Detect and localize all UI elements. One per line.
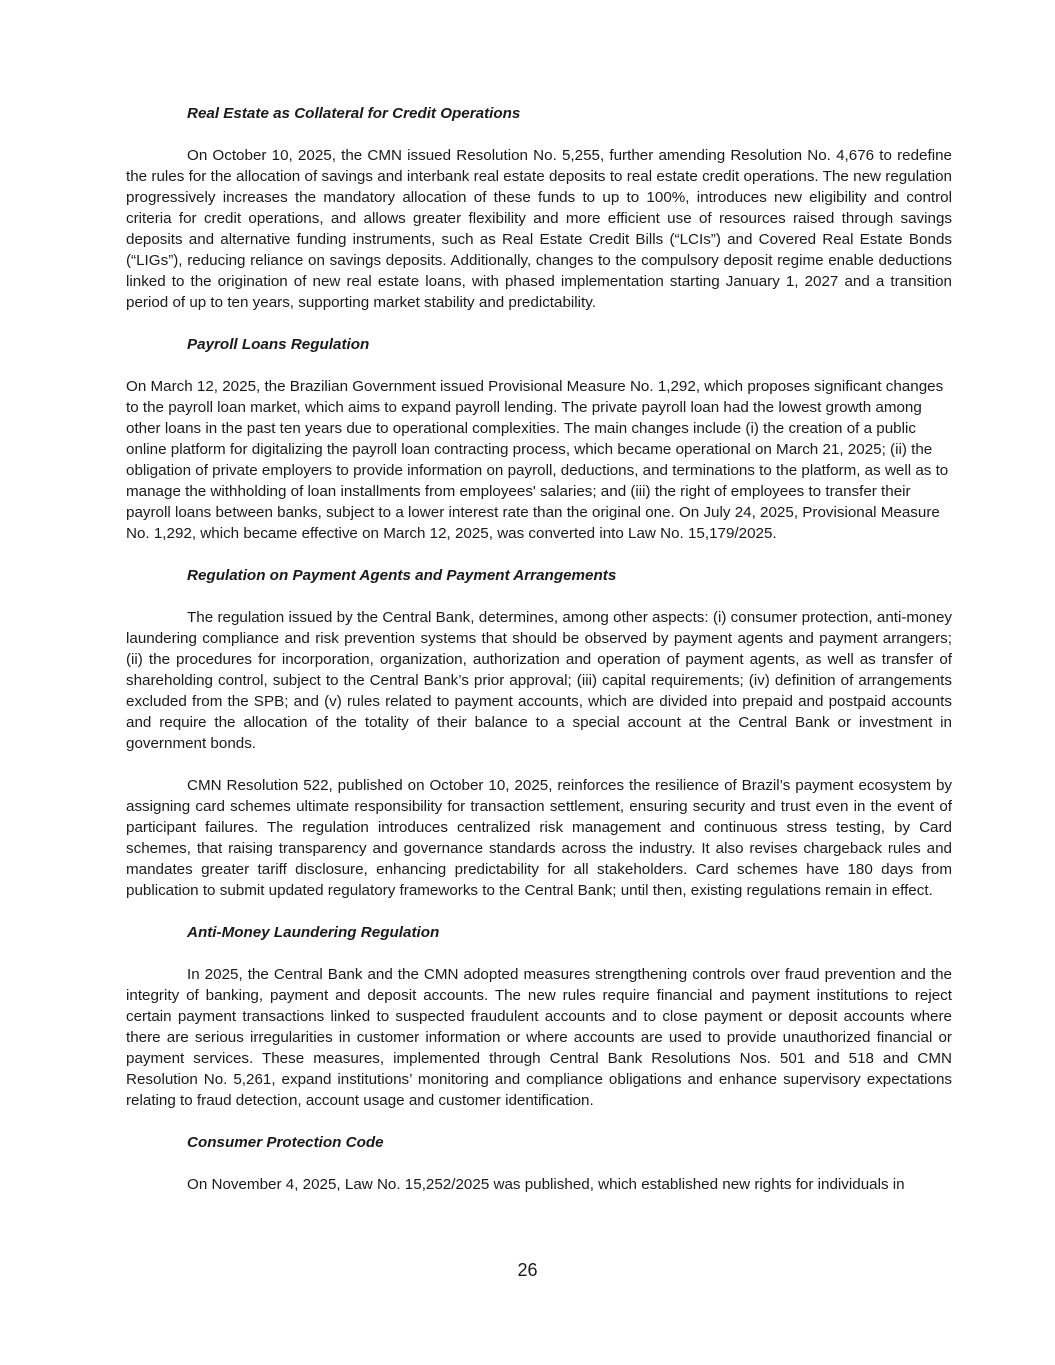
- section-heading-payment-agents: Regulation on Payment Agents and Payment Arrangements: [187, 567, 617, 584]
- section-heading-payroll: Payroll Loans Regulation: [187, 336, 370, 353]
- section-heading-real-estate: Real Estate as Collateral for Credit Operations: [187, 105, 521, 122]
- paragraph-payment-agents-2: CMN Resolution 522, published on October 10, 2025, reinforces the resilience of Brazil’s payment ecosystem by assigning card schemes ultimate responsibility for transaction settlement, ensuring security and trust even in the event of participant failures. The regulation introduces centralized risk management and continuous stress testing, by Card schemes, that raising transparency and governance standards across the industry. It also revises chargeback rules and mandates greater tariff disclosure, enhancing predictability for all stakeholders. Card schemes have 180 days from publication to submit updated regulatory frameworks to the Central Bank; until then, existing regulations remain in effect.: [126, 777, 952, 899]
- section-heading-aml: Anti-Money Laundering Regulation: [187, 924, 440, 941]
- paragraph-payment-agents-1: The regulation issued by the Central Bank, determines, among other aspects: (i) consumer protection, anti-money laundering compliance and risk prevention systems that should be observed by payment agents and payment arrangers; (ii) the procedures for incorporation, organization, authorization and operation of payment agents, as well as transfer of shareholding control, subject to the Central Bank’s prior approval; (iii) capital requirements; (iv) definition of arrangements excluded from the SPB; and (v) rules related to payment accounts, which are divided into prepaid and postpaid accounts and require the allocation of the totality of their balance to a special account at the Central Bank or investment in government bonds.: [126, 609, 952, 752]
- page-body: [126, 103, 952, 1195]
- paragraph-aml: In 2025, the Central Bank and the CMN adopted measures strengthening controls over fraud prevention and the integrity of banking, payment and deposit accounts. The new rules require financial and payment institutions to reject certain payment transactions linked to suspected fraudulent accounts and to close payment or deposit accounts where there are serious irregularities in customer information or where accounts are used to provide unauthorized financial or payment services. These measures, implemented through Central Bank Resolutions Nos. 501 and 518 and CMN Resolution No. 5,261, expand institutions’ monitoring and compliance obligations and enhance supervisory expectations relating to fraud detection, account usage and customer identification.: [126, 966, 952, 1109]
- paragraph-payroll: On March 12, 2025, the Brazilian Government issued Provisional Measure No. 1,292, which proposes significant changes to the payroll loan market, which aims to expand payroll lending. The private payroll loan had the lowest growth among other loans in the past ten years due to operational complexities. The main changes include (i) the creation of a public online platform for digitalizing the payroll loan contracting process, which became operational on March 21, 2025; (ii) the obligation of private employers to provide information on payroll, deductions, and terminations to the platform, as well as to manage the withholding of loan installments from employees' salaries; and (iii) the right of employees to transfer their payroll loans between banks, subject to a lower interest rate than the original one. On July 24, 2025, Provisional Measure No. 1,292, which became effective on March 12, 2025, was converted into Law No. 15,179/2025.: [126, 378, 949, 542]
- paragraph-consumer: On November 4, 2025, Law No. 15,252/2025 was published, which established new rights for individuals in: [187, 1176, 905, 1193]
- section-heading-consumer: Consumer Protection Code: [187, 1134, 384, 1151]
- paragraph-real-estate: On October 10, 2025, the CMN issued Resolution No. 5,255, further amending Resolution No. 4,676 to redefine the rules for the allocation of savings and interbank real estate deposits to real estate credit operations. The new regulation progressively increases the mandatory allocation of these funds to up to 100%, introduces new eligibility and control criteria for credit operations, and allows greater flexibility and more efficient use of resources raised through savings deposits and alternative funding instruments, such as Real Estate Credit Bills (“LCIs”) and Covered Real Estate Bonds (“LIGs”), reducing reliance on savings deposits. Additionally, changes to the compulsory deposit regime enable deductions linked to the origination of new real estate loans, with phased implementation starting January 1, 2027 and a transition period of up to ten years, supporting market stability and predictability.: [126, 147, 952, 311]
- page-number: 26: [517, 1260, 538, 1280]
